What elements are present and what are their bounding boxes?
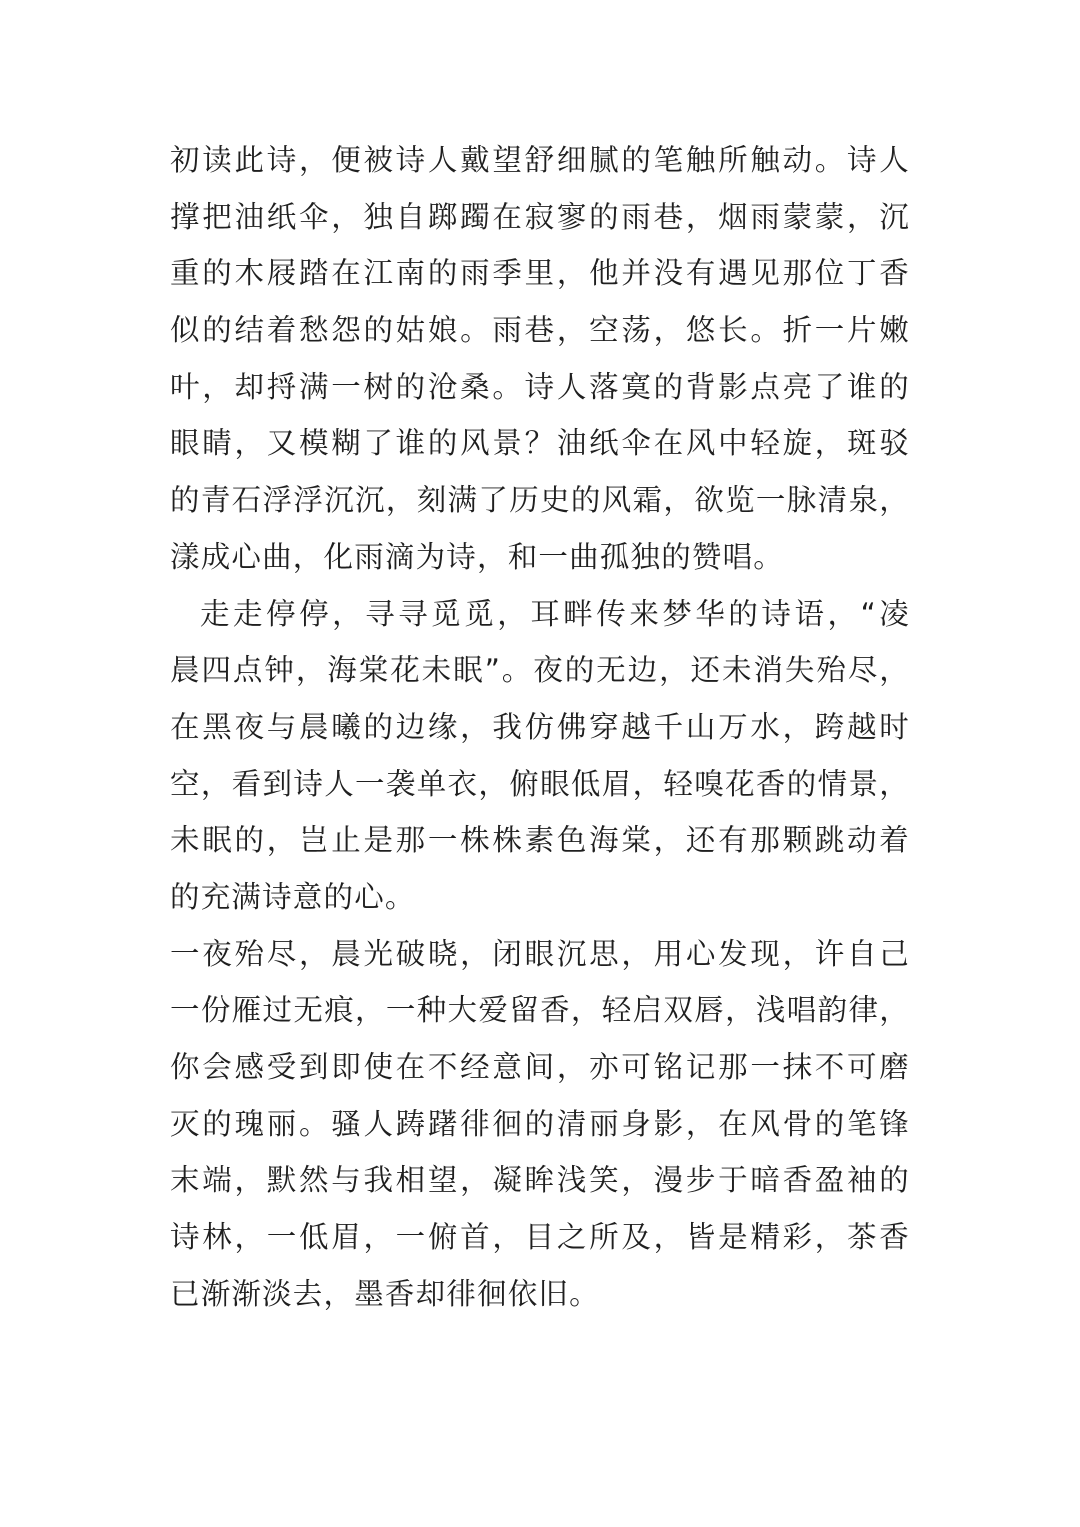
paragraph-3-line-7: 已渐渐淡去，墨香却徘徊依旧。 (170, 1276, 600, 1311)
paragraph-3-line-2: 一份雁过无痕，一种大爱留香，轻启双唇，浅唱韵律， (170, 993, 910, 1028)
paragraph-2-line-6: 的充满诗意的心。 (170, 879, 416, 914)
paragraph-1-line-7: 的青石浮浮沉沉，刻满了历史的风霜，欲览一脉清泉， (170, 483, 910, 518)
paragraph-2-line-1: 走走停停，寻寻觅觅，耳畔传来梦华的诗语，“凌 (200, 596, 910, 631)
paragraph-1-line-1: 初读此诗，便被诗人戴望舒细腻的笔触所触动。诗人 (170, 143, 910, 177)
paragraph-2-line-4: 空，看到诗人一袭单衣，俯眼低眉，轻嗅花香的情景， (170, 766, 910, 801)
paragraph-3-line-3: 你会感受到即使在不经意间，亦可铭记那一抹不可磨 (170, 1050, 910, 1084)
paragraph-2-line-5: 未眠的，岂止是那一株株素色海棠，还有那颗跳动着 (170, 823, 910, 858)
paragraph-2-line-2: 晨四点钟，海棠花未眠”。夜的无边，还未消失殆尽， (170, 653, 910, 688)
paragraph-3-line-6: 诗林，一低眉，一俯首，目之所及，皆是精彩，茶香 (170, 1220, 910, 1255)
paragraph-1-line-2: 撑把油纸伞，独自踯躅在寂寥的雨巷，烟雨蒙蒙，沉 (170, 199, 910, 234)
paragraph-2-line-3: 在黑夜与晨曦的边缘，我仿佛穿越千山万水，跨越时 (170, 709, 910, 744)
paragraph-1-line-6: 眼睛，又模糊了谁的风景？油纸伞在风中轻旋，斑驳 (170, 426, 910, 461)
essay-body (170, 132, 910, 1322)
paragraph-1-line-4: 似的结着愁怨的姑娘。雨巷，空荡，悠长。折一片嫩 (170, 313, 910, 348)
paragraph-1-line-5: 叶，却捋满一树的沧桑。诗人落寞的背影点亮了谁的 (170, 369, 910, 404)
paragraph-3-line-4: 灭的瑰丽。骚人踌躇徘徊的清丽身影，在风骨的笔锋 (170, 1106, 910, 1141)
paragraph-3-line-5: 末端，默然与我相望，凝眸浅笑，漫步于暗香盈袖的 (170, 1163, 910, 1198)
paragraph-1-line-8: 漾成心曲，化雨滴为诗，和一曲孤独的赞唱。 (170, 539, 785, 574)
paragraph-3-line-1: 一夜殆尽，晨光破晓，闭眼沉思，用心发现，许自己 (170, 936, 910, 971)
paragraph-1-line-3: 重的木屐踏在江南的雨季里，他并没有遇见那位丁香 (170, 256, 910, 291)
